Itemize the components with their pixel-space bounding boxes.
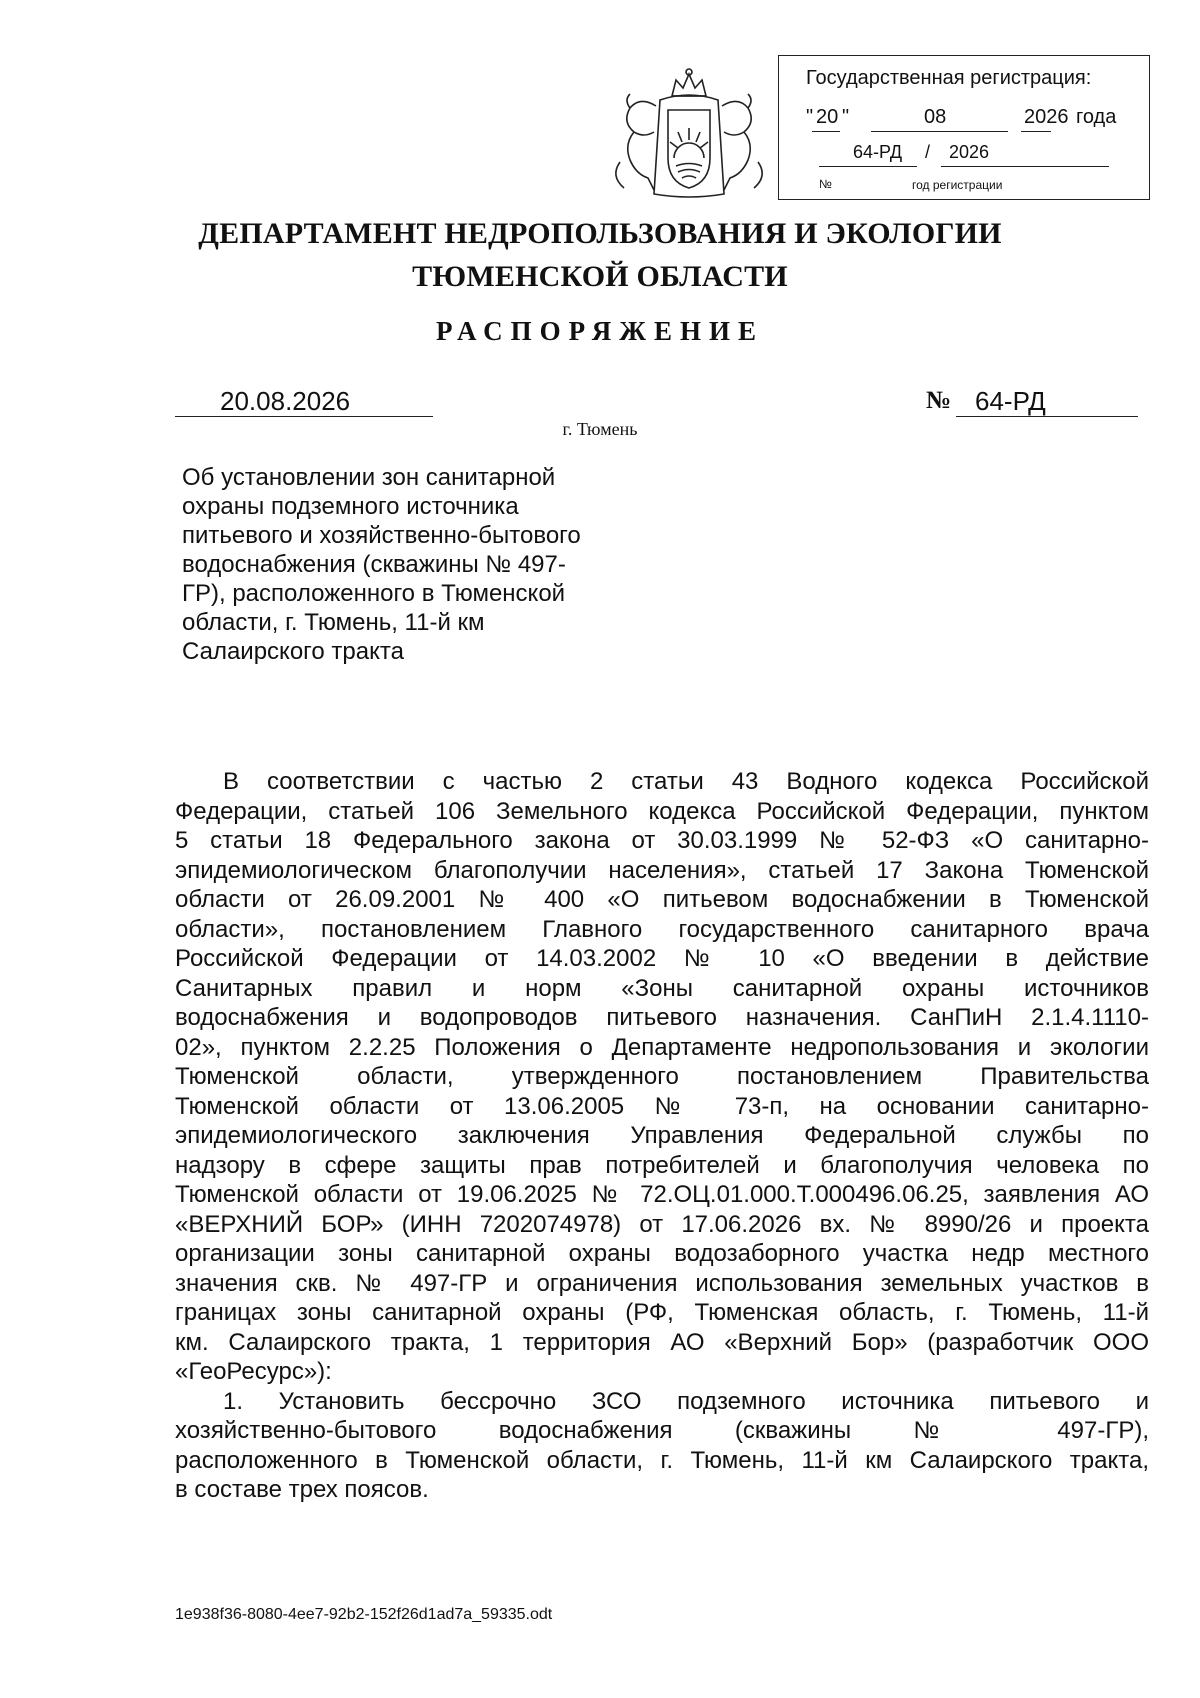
item-1-line: хозяйственно-бытового водоснабжения (скважины № 497-ГР), <box>175 1417 1149 1444</box>
document-type: РАСПОРЯЖЕНИЕ <box>435 316 765 346</box>
subject-line: ГР), расположенного в Тюменской <box>182 580 566 607</box>
number-sign: № <box>926 387 952 414</box>
footer-filename: 1e938f36-8080-4ee7-92b2-152f26d1ad7a_59335.odt <box>175 1606 553 1623</box>
registration-reg-year: 2026 <box>949 142 990 162</box>
body-line: водоснабжения и водопроводов питьевого назначения. СанПиН 2.1.4.1110- <box>175 1004 1149 1031</box>
subject-line: питьевого и хозяйственно-бытового <box>182 522 581 549</box>
body-line: области от 26.09.2001 № 400 «О питьевом водоснабжении в Тюменской <box>175 886 1149 913</box>
document-subject <box>182 463 652 666</box>
item-1-line: расположенного в Тюменской области, г. Тюмень, 11-й км Салаирского тракта, <box>175 1446 1149 1474</box>
department-line-2: ТЮМЕНСКОЙ ОБЛАСТИ <box>412 260 788 293</box>
body-line: организации зоны санитарной охраны водозаборного участка недр местного <box>175 1240 1149 1267</box>
subject-line: Салаирского тракта <box>182 638 404 665</box>
body-line: Федерации, статьей 106 Земельного кодекса Российской Федерации, пунктом <box>175 797 1149 825</box>
registration-slash: / <box>925 142 931 162</box>
body-line: км. Салаирского тракта, 1 территория АО «Верхний Бор» (разработчик ООО <box>175 1328 1149 1356</box>
body-line: эпидемиологического заключения Управления Федеральной службы по <box>175 1122 1149 1149</box>
registration-quote-open: " <box>806 106 814 128</box>
year-underline <box>1021 131 1051 132</box>
body-line: В соответствии с частью 2 статьи 43 Водного кодекса Российской <box>223 768 1149 795</box>
registration-year-suffix: года <box>1076 106 1117 128</box>
subject-line: области, г. Тюмень, 11-й км <box>182 609 485 636</box>
date-underline <box>175 416 433 417</box>
registration-year-caption: год регистрации <box>912 178 1003 192</box>
number-underline-main <box>956 416 1138 417</box>
body-line: 5 статьи 18 Федерального закона от 30.03.1999 № 52-ФЗ «О санитарно- <box>175 827 1149 854</box>
reg-year-underline <box>941 166 1109 167</box>
body-line: границах зоны санитарной охраны (РФ, Тюменская область, г. Тюмень, 11-й <box>175 1299 1149 1326</box>
registration-month: 08 <box>924 106 947 128</box>
body-line: Санитарных правил и норм «Зоны санитарной охраны источников <box>175 974 1149 1002</box>
body-line: Тюменской области от 19.06.2025 № 72.ОЦ.01.000.Т.000496.06.25, заявления АО <box>175 1181 1149 1208</box>
body-line: эпидемиологическом благополучии населения», статьей 17 Закона Тюменской <box>175 856 1149 884</box>
body-line: надзору в сфере защиты прав потребителей и благополучия человека по <box>175 1151 1149 1179</box>
body-line: области», постановлением Главного государственного санитарного врача <box>175 915 1149 943</box>
department-line-1: ДЕПАРТАМЕНТ НЕДРОПОЛЬЗОВАНИЯ И ЭКОЛОГИИ <box>198 217 1002 250</box>
document-body <box>175 767 1149 1505</box>
number-underline <box>819 166 917 167</box>
body-line: «ГеоРесурс»): <box>175 1358 332 1385</box>
registration-quote-close: " <box>842 106 850 128</box>
day-underline <box>812 131 840 132</box>
document-number: 64-РД <box>975 386 1046 416</box>
coat-of-arms-emblem <box>600 66 778 202</box>
subject-line: охраны подземного источника <box>182 493 519 520</box>
registration-number: 64-РД <box>853 142 903 162</box>
body-line: Российской Федерации от 14.03.2002 № 10 «О введении в действие <box>175 945 1149 972</box>
body-line: Тюменской области, утвержденного постановлением Правительства <box>175 1063 1149 1090</box>
subject-line: Об установлении зон санитарной <box>182 464 556 491</box>
registration-day: 20 <box>816 106 839 128</box>
registration-no-caption: № <box>819 177 832 191</box>
body-line: Тюменской области от 13.06.2005 № 73-п, на основании санитарно- <box>175 1092 1149 1120</box>
registration-stamp <box>778 55 1150 200</box>
registration-year: 2026 <box>1024 106 1069 128</box>
registration-title: Государственная регистрация: <box>806 67 1092 89</box>
document-date: 20.08.2026 <box>220 386 351 416</box>
subject-line: водоснабжения (скважины № 497- <box>182 551 566 578</box>
item-1-line: в составе трех поясов. <box>175 1476 429 1503</box>
city-label: г. Тюмень <box>562 419 638 439</box>
body-line: 02», пунктом 2.2.25 Положения о Департаменте недропользования и экологии <box>175 1033 1149 1061</box>
month-underline <box>871 131 1008 132</box>
body-line: «ВЕРХНИЙ БОР» (ИНН 7202074978) от 17.06.2026 вх. № 8990/26 и проекта <box>175 1210 1149 1238</box>
item-1-line: 1. Установить бессрочно ЗСО подземного источника питьевого и <box>223 1387 1149 1415</box>
department-heading <box>0 212 1200 298</box>
body-line: значения скв. № 497-ГР и ограничения использования земельных участков в <box>175 1269 1149 1297</box>
